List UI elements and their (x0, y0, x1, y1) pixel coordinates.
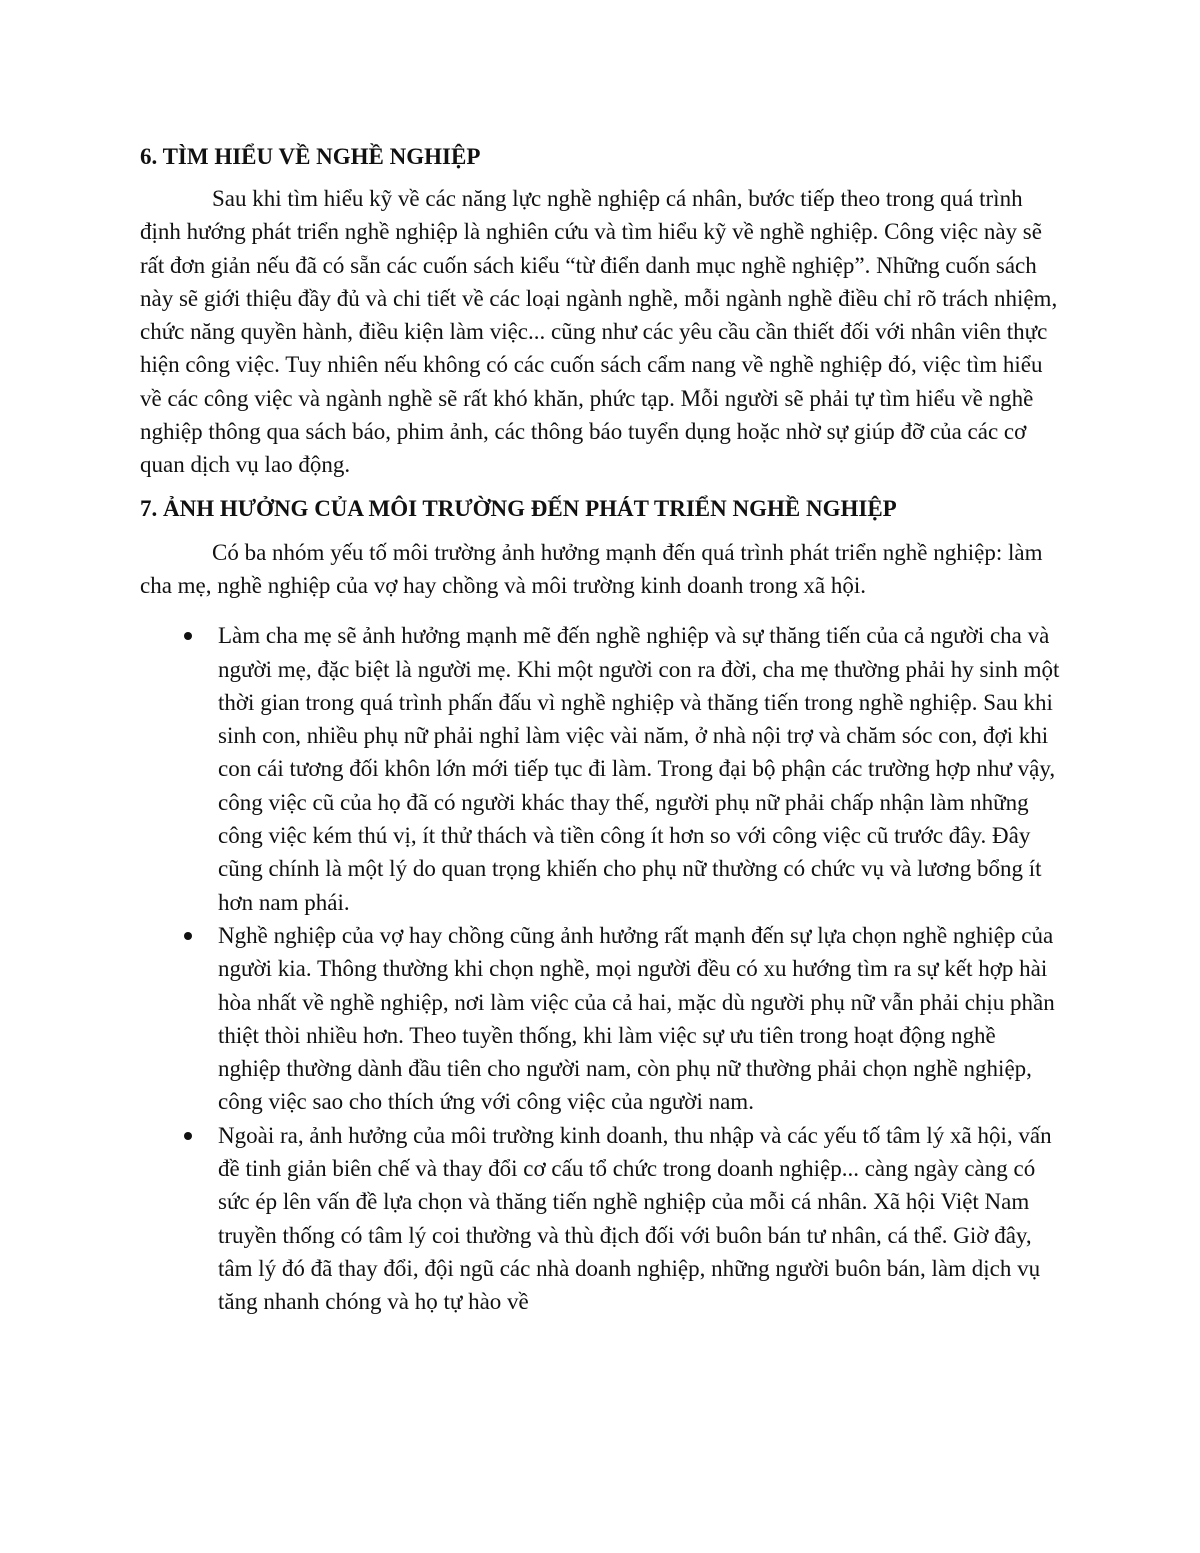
list-item (140, 619, 1060, 919)
bullet-icon (184, 932, 192, 940)
section-heading-career-research: 6. TÌM HIỂU VỀ NGHỀ NGHIỆP (140, 144, 481, 169)
paragraph-environment-intro: Có ba nhóm yếu tố môi trường ảnh hưởng mạnh đến quá trình phát triển nghề nghiệp: làm cha mẹ, nghề nghiệp của vợ hay chồng và môi trường kinh doanh trong xã hội. (140, 539, 1043, 598)
list-item (140, 919, 1060, 1119)
list-item-text: Nghề nghiệp của vợ hay chồng cũng ảnh hưởng rất mạnh đến sự lựa chọn nghề nghiệp của người kia. Thông thường khi chọn nghề, mọi người đều có xu hướng tìm ra sự kết hợp hài hòa nhất về nghề nghiệp, nơi làm việc của cả hai, mặc dù người phụ nữ vẫn phải chịu phần thiệt thòi nhiều hơn. Theo tuyền thống, khi làm việc sự ưu tiên trong hoạt động nghề nghiệp thường dành đầu tiên cho người nam, còn phụ nữ thường phải chọn nghề nghiệp, công việc sao cho thích ứng với công việc của người nam. (218, 922, 1055, 1115)
bullet-icon (184, 632, 192, 640)
section-heading-environment-influence: 7. ẢNH HƯỞNG CỦA MÔI TRƯỜNG ĐẾN PHÁT TRIỂN NGHỀ NGHIỆP (140, 495, 897, 521)
list-item (140, 1119, 1060, 1319)
list-item-text: Làm cha mẹ sẽ ảnh hưởng mạnh mẽ đến nghề nghiệp và sự thăng tiến của cả người cha và người mẹ, đặc biệt là người mẹ. Khi một người con ra đời, cha mẹ thường phải hy sinh một thời gian trong quá trình phấn đấu vì nghề nghiệp và thăng tiến trong nghề nghiệp. Sau khi sinh con, nhiều phụ nữ phải nghỉ làm việc vài năm, ở nhà nội trợ và chăm sóc con, đợi khi con cái tương đối khôn lớn mới tiếp tục đi làm. Trong đại bộ phận các trường hợp như vậy, công việc cũ của họ đã có người khác thay thế, người phụ nữ phải chấp nhận làm những công việc kém thú vị, ít thử thách và tiền công ít hơn so với công việc cũ trước đây. Đây cũng chính là một lý do quan trọng khiến cho phụ nữ thường có chức vụ và lương bổng ít hơn nam phái. (218, 623, 1060, 915)
paragraph-career-research: Sau khi tìm hiểu kỹ về các năng lực nghề nghiệp cá nhân, bước tiếp theo trong quá trình định hướng phát triển nghề nghiệp là nghiên cứu và tìm hiểu kỹ về nghề nghiệp. Công việc này sẽ rất đơn giản nếu đã có sẵn các cuốn sách kiểu “từ điển danh mục nghề nghiệp”. Những cuốn sách này sẽ giới thiệu đầy đủ và chi tiết về các loại ngành nghề, mỗi ngành nghề điều chỉ rõ trách nhiệm, chức năng quyền hành, điều kiện làm việc... cũng như các yêu cầu cần thiết đối với nhân viên thực hiện công việc. Tuy nhiên nếu không có các cuốn sách cẩm nang về nghề nghiệp đó, việc tìm hiểu về các công việc và ngành nghề sẽ rất khó khăn, phức tạp. Mỗi người sẽ phải tự tìm hiểu về nghề nghiệp thông qua sách báo, phim ảnh, các thông báo tuyển dụng hoặc nhờ sự giúp đỡ của các cơ quan dịch vụ lao động. (140, 186, 1058, 478)
bullet-list-environment-factors (140, 619, 1060, 1318)
page-content (140, 140, 1060, 1319)
bullet-icon (184, 1132, 192, 1140)
list-item-text: Ngoài ra, ảnh hưởng của môi trường kinh doanh, thu nhập và các yếu tố tâm lý xã hội, vấn đề tinh giản biên chế và thay đổi cơ cấu tổ chức trong doanh nghiệp... càng ngày càng có sức ép lên vấn đề lựa chọn và thăng tiến nghề nghiệp của mỗi cá nhân. Xã hội Việt Nam truyền thống có tâm lý coi thường và thù địch đối với buôn bán tư nhân, cá thể. Giờ đây, tâm lý đó đã thay đổi, đội ngũ các nhà doanh nghiệp, những người buôn bán, làm dịch vụ tăng nhanh chóng và họ tự hào về (218, 1122, 1052, 1315)
